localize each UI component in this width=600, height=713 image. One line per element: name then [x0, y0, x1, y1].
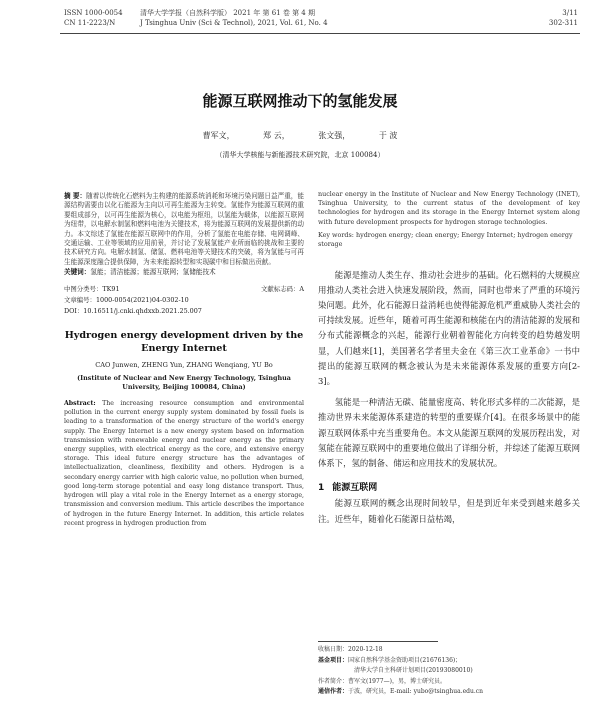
english-affiliation: (Institute of Nuclear and New Energy Technology, Tsinghua University, Beijing 100084, China)	[77, 374, 291, 392]
corresponding-label: 通信作者：	[318, 688, 349, 695]
keywords-cn-text: 氢能；清洁能源；能源互联网；氢储能技术	[90, 268, 216, 277]
right-column	[318, 190, 580, 527]
author-name: 张文强，	[318, 131, 351, 140]
header-cn: CN 11-2223/N	[64, 19, 116, 27]
header-divider	[60, 33, 580, 34]
keywords-cn	[64, 268, 304, 277]
section-heading	[318, 481, 580, 496]
corresponding-author: 于波，研究员，E-mail: yubo@tsinghua.edu.cn	[348, 688, 483, 695]
header-page-number: 3/11	[562, 9, 578, 17]
header-issn: ISSN 1000-0054	[64, 9, 123, 17]
header-journal-cn: 清华大学学报（自然科学版） 2021 年 第 61 卷 第 4 期	[140, 9, 315, 17]
abstract-en-continued: nuclear energy in the Institute of Nuclear and New Energy Technology (INET), Tsinghua University, to the current status of the development of key technologies for hydrogen and its storage in the Energy Internet system along with future development prospects for hydrogen storage technologies.	[318, 190, 580, 226]
funding-item: 清华大学自主科研计划项目(20193080010)	[354, 667, 473, 674]
meta-row-clc	[64, 284, 304, 295]
funding-line	[318, 656, 580, 667]
article-number: 文章编号：1000-0054(2021)04-0302-10	[64, 295, 189, 304]
keywords-en	[318, 231, 580, 250]
document-code: 文献标志码：A	[261, 284, 304, 293]
keywords-cn-label: 关键词：	[64, 268, 91, 277]
header-pages-block	[549, 8, 578, 28]
header-issn-block	[64, 8, 123, 28]
funding-item: 国家自然科学基金资助项目(21676136)；	[348, 656, 462, 664]
received-date: 收稿日期：2020-12-18	[318, 646, 383, 653]
header-page-range: 302-311	[548, 19, 578, 27]
abstract-en	[64, 399, 304, 528]
abstract-en-label: Abstract:	[64, 400, 96, 408]
english-authors: CAO Junwen, ZHENG Yun, ZHANG Wenqiang, YU Bo	[95, 360, 273, 369]
abstract-cn-label: 摘 要：	[64, 192, 87, 200]
clc-number: 中图分类号：TK91	[64, 284, 120, 293]
keywords-en-label: Key words:	[318, 230, 354, 239]
author-list	[0, 130, 600, 141]
body-paragraph: 氢能是一种清洁无碳、能量密度高、转化形式多样的二次能源，是推动世界未来能源体系建造的转型的重要媒介[4]。在很多场景中的能源互联网体系中充当重要角色。本文从能源互联网的发展历程出发，对氢能在能源互联网中的重要地位做出了详细分析，并综述了能源互联网体系下，氢的制备、储运和应用技术的发展状况。	[318, 397, 580, 469]
author-bio: 作者简介：曹军文(1977—)，男，博士研究员。	[318, 677, 446, 685]
abstract-en-text: The increasing resource consumption and environmental pollution in the current energy supply system dominated by fossil fuels is leading to a transformation of the energy structure of the world's energy supply. The Energy Internet is a new energy system based on information transmission with renewable energy and nuclear energy as the primary energy supplies, with electrical energy as the core, and extensive energy storage. This ideal future energy structure has the advantages of intellectualization, cleanliness, flexibility and others. Hydrogen is a secondary energy carrier with high caloric value, no pollution when burned, good long-term storage potential and easy long distance transport. Thus, hydrogen will play a vital role in the Energy Internet as a energy storage, transmission and conversion medium. This article describes the importance of hydrogen in the future Energy Internet. In addition, this article relates recent progress in hydrogen production from	[64, 400, 304, 527]
keywords-en-text: hydrogen energy; clean energy; Energy Internet; hydrogen energy storage	[318, 230, 573, 249]
section-title: 能源互联网	[332, 483, 378, 494]
affiliation: （清华大学核能与新能源技术研究院，北京 100084）	[215, 151, 385, 159]
paper-title: 能源互联网推动下的氢能发展	[202, 92, 398, 110]
header-journal-en: J Tsinghua Univ (Sci & Technol), 2021, Vol. 61, No. 4	[140, 19, 328, 27]
header-journal-block	[140, 8, 328, 28]
doi: DOI：10.16511/j.cnki.qhdxxb.2021.25.007	[64, 306, 202, 315]
article-meta	[64, 284, 304, 317]
left-column	[64, 192, 304, 528]
author-name: 曹军文，	[202, 131, 235, 140]
abstract-cn	[64, 192, 304, 267]
body-text	[318, 268, 580, 527]
body-paragraph: 能源互联网的概念出现时间较早，但是到近年来受到越来越多关注。近些年，随着化石能源日益枯竭，	[318, 498, 580, 524]
funding-label: 基金项目：	[318, 656, 349, 664]
body-paragraph: 能源是推动人类生存、推动社会进步的基础。化石燃料的大规模应用推动人类社会进入快速发展阶段，然而，同时也带来了严重的环境污染问题。此外，化石能源日益消耗也使得能源危机严重威胁人类社会的可持续发展。近些年，随着可再生能源和核能在内的清洁能源的发展和分布式能源概念的兴起，能源行业朝着智能化方向转变的趋势越发明显，人们越来[1]，美国著名学者里夫金在《第三次工业革命》一书中提出的能源互联网的概念被认为是未来能源体系发展的重要方向[2-3]。	[318, 269, 580, 387]
section-number: 1	[318, 483, 325, 494]
author-name: 于 波	[378, 131, 398, 140]
author-name: 郑 云，	[263, 131, 290, 140]
english-title: Hydrogen energy development driven by the Energy Internet	[64, 329, 304, 354]
abstract-cn-text: 随着以传统化石燃料为主构建的能源系统消耗和环境污染问题日益严重，能源结构需要由以化石能源为主向以可再生能源为主转变。氢能作为能源互联网的重要组成部分，以可再生能源为核心，以电能为枢纽，以氢能为载体，以能源互联网为纽带，以电解水制氢和燃料电池为关键技术，将为能源互联网的发展提供新的动力。本文综述了氢能在能源互联网中的作用，分析了氢能在电能存储、电网调峰、交通运输、工业等领域的应用前景，并讨论了发展氢能产业所面临的挑战和主要的技术研究方向。电解水制氢、储氢、燃料电池等关键技术的突破，将为氢能与可再生能源深度融合提供保障，为未来能源转型和实现碳中和目标做出贡献。	[64, 192, 305, 266]
footnotes	[318, 645, 580, 698]
corresponding-line	[318, 687, 580, 698]
footnote-divider	[318, 641, 438, 642]
